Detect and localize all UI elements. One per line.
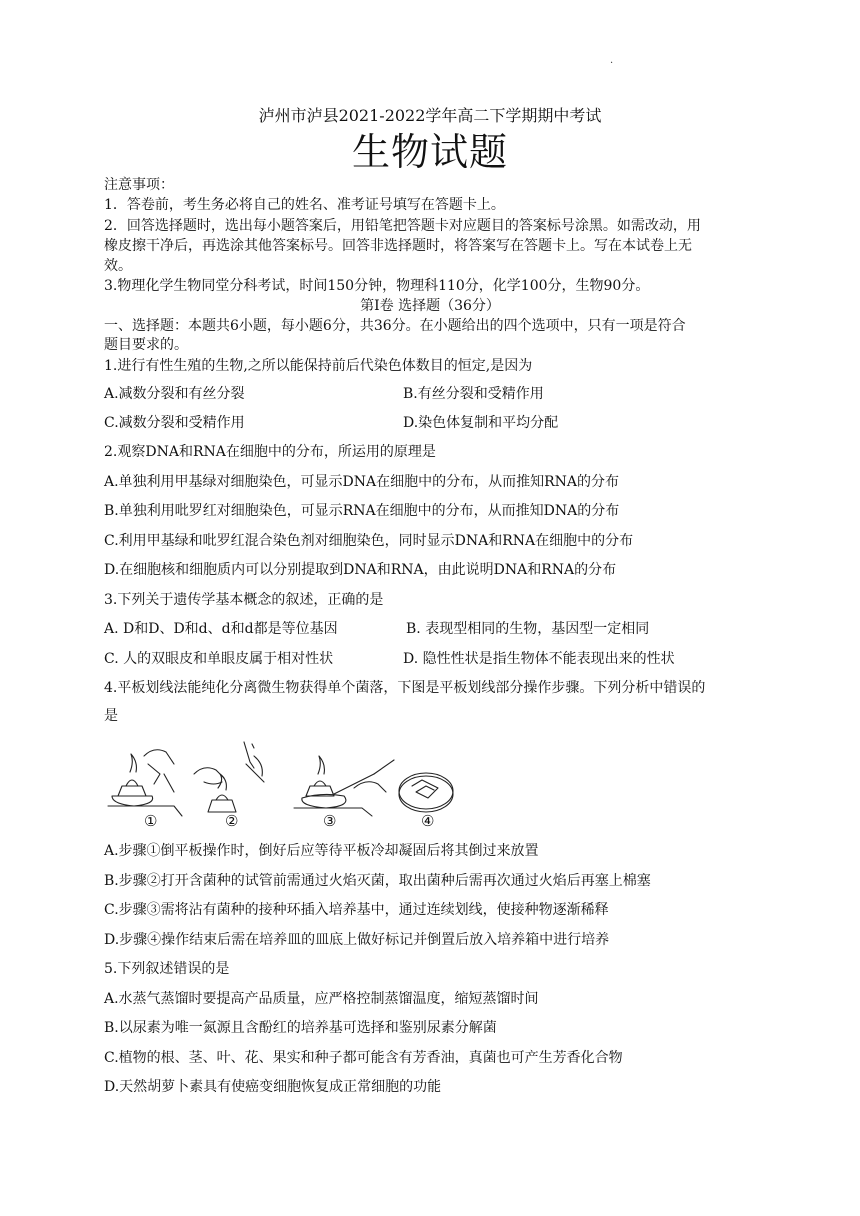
q4-option-c: C.步骤③需将沾有菌种的接种环插入培养基中，通过连续划线，使接种物逐渐稀释	[104, 902, 609, 918]
q2-stem: 2.观察DNA和RNA在细胞中的分布，所运用的原理是	[104, 444, 436, 460]
page-dot: ·	[610, 58, 614, 69]
step-1-label: ①	[144, 812, 158, 830]
q1-option-b: B.有丝分裂和受精作用	[403, 386, 544, 402]
q3-option-d: D. 隐性性状是指生物体不能表现出来的性状	[403, 651, 675, 667]
notes-heading: 注意事项：	[104, 177, 174, 193]
exam-title: 生物试题	[351, 130, 508, 174]
note-3: 3.物理化学生物同堂分科考试，时间150分钟，物理科110分，化学100分，生物90分。	[104, 278, 650, 294]
q1-stem: 1.进行有性生殖的生物,之所以能保持前后代染色体数目的恒定,是因为	[104, 358, 533, 374]
q1-option-c: C.减数分裂和受精作用	[104, 415, 245, 431]
q5-option-d: D.天然胡萝卜素具有使癌变细胞恢复成正常细胞的功能	[104, 1079, 442, 1095]
q5-option-b: B.以尿素为唯一氮源且含酚红的培养基可选择和鉴别尿素分解菌	[104, 1020, 497, 1036]
q5-option-a: A.水蒸气蒸馏时要提高产品质量，应严格控制蒸馏温度，缩短蒸馏时间	[104, 991, 539, 1007]
q1-option-a: A.减数分裂和有丝分裂	[104, 386, 245, 402]
exam-subtitle: 泸州市泸县2021-2022学年高二下学期期中考试	[258, 106, 602, 125]
q2-option-a: A.单独利用甲基绿对细胞染色，可显示DNA在细胞中的分布，从而推知RNA的分布	[104, 474, 620, 490]
step-4-label: ④	[421, 812, 435, 830]
q2-option-c: C.利用甲基绿和吡罗红混合染色剂对细胞染色，同时显示DNA和RNA在细胞中的分布	[104, 533, 634, 549]
note-2-line-2: 橡皮擦干净后，再选涂其他答案标号。回答非选择题时，将答案写在答题卡上。写在本试卷上无	[104, 238, 692, 254]
q1-option-d: D.染色体复制和平均分配	[403, 415, 559, 431]
q4-stem-line-1: 4.平板划线法能纯化分离微生物获得单个菌落，下图是平板划线部分操作步骤。下列分析中错误的	[104, 680, 706, 696]
q2-option-d: D.在细胞核和细胞质内可以分别提取到DNA和RNA，由此说明DNA和RNA的分布	[104, 562, 617, 578]
q4-option-b: B.步骤②打开含菌种的试管前需通过火焰灭菌，取出菌种后需再次通过火焰后再塞上棉塞	[104, 873, 651, 889]
q3-option-b: B. 表现型相同的生物，基因型一定相同	[406, 621, 650, 637]
q3-stem: 3.下列关于遗传学基本概念的叙述，正确的是	[104, 592, 384, 608]
step-3-label: ③	[323, 812, 337, 830]
section-intro-line-2: 题目要求的。	[104, 337, 188, 353]
step-2-label: ②	[225, 812, 239, 830]
q4-option-d: D.步骤④操作结束后需在培养皿的皿底上做好标记并倒置后放入培养箱中进行培养	[104, 932, 610, 948]
q5-option-c: C.植物的根、茎、叶、花、果实和种子都可能含有芳香油，真菌也可产生芳香化合物	[104, 1050, 623, 1066]
q3-option-a: A. D和D、D和d、d和d都是等位基因	[104, 621, 338, 637]
q3-option-c: C. 人的双眼皮和单眼皮属于相对性状	[104, 651, 334, 667]
q5-stem: 5.下列叙述错误的是	[104, 961, 230, 977]
note-2-line-3: 效。	[104, 258, 132, 274]
note-1: 1．答卷前，考生务必将自己的姓名、准考证号填写在答题卡上。	[104, 197, 505, 213]
note-2-line-1: 2．回答选择题时，选出每小题答案后，用铅笔把答题卡对应题目的答案标号涂黑。如需改动，用	[104, 218, 701, 234]
section-intro-line-1: 一、选择题：本题共6小题，每小题6分，共36分。在小题给出的四个选项中，只有一项是符合	[104, 318, 686, 334]
q4-stem-line-2: 是	[104, 708, 118, 724]
figure-step-labels	[104, 812, 454, 834]
section-heading: 第Ⅰ卷 选择题（36分）	[360, 298, 500, 314]
q2-option-b: B.单独利用吡罗红对细胞染色，可显示RNA在细胞中的分布，从而推知DNA的分布	[104, 503, 620, 519]
q4-option-a: A.步骤①倒平板操作时，倒好后应等待平板冷却凝固后将其倒过来放置	[104, 843, 539, 859]
